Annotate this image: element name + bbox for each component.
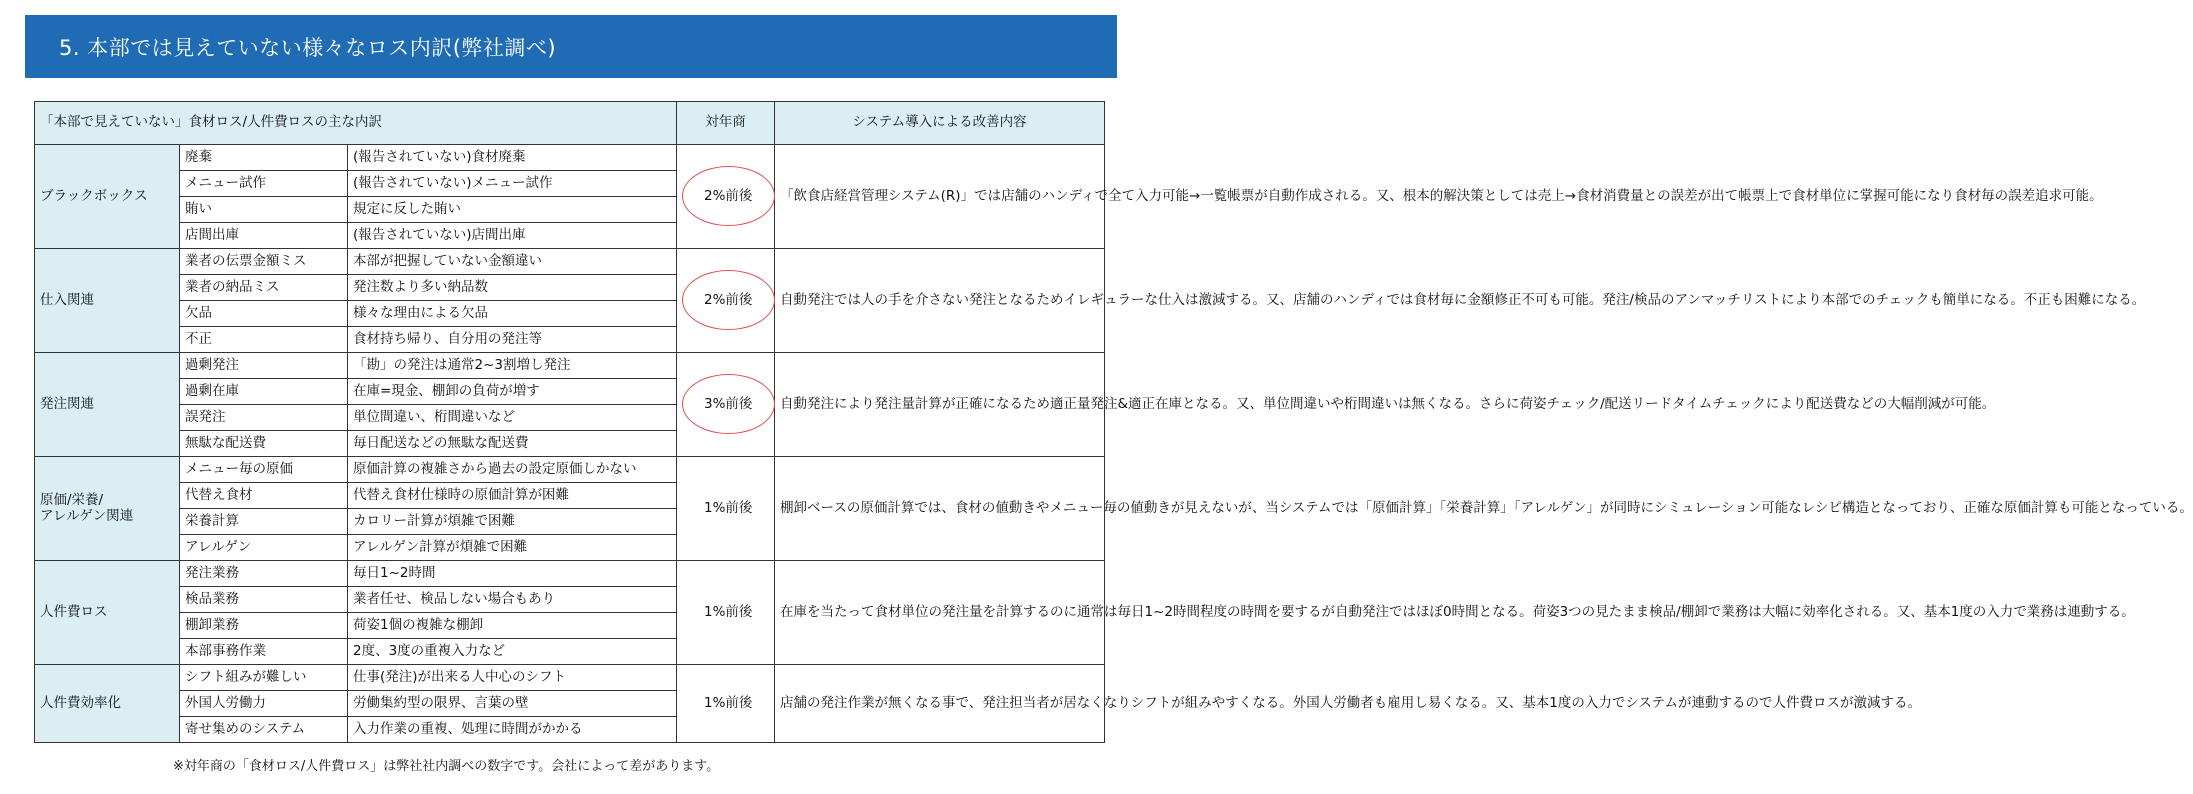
category-label: 原価/栄養/ (40, 491, 104, 508)
table-row (35, 249, 1105, 275)
detail-cell: 労働集約型の限界、言葉の壁 (348, 691, 677, 717)
category-label: 人件費効率化 (40, 694, 121, 711)
rate-cell (677, 249, 775, 353)
table-header-title: 「本部で見えていない」食材ロス/人件費ロスの主な内訳 (35, 102, 677, 145)
detail-cell: (報告されていない)店間出庫 (348, 223, 677, 249)
item-cell: 業者の納品ミス (180, 275, 348, 301)
item-cell: 店間出庫 (180, 223, 348, 249)
detail-cell: カロリー計算が煩雑で困難 (348, 509, 677, 535)
detail-cell: 毎日配送などの無駄な配送費 (348, 431, 677, 457)
item-cell: 過剰在庫 (180, 379, 348, 405)
rate-wrapper (682, 489, 774, 529)
item-cell: 廃棄 (180, 145, 348, 171)
item-cell: メニュー毎の原価 (180, 457, 348, 483)
category-label: 仕入関連 (40, 291, 94, 308)
table-header-improvement: システム導入による改善内容 (775, 102, 1105, 145)
item-cell: 誤発注 (180, 405, 348, 431)
item-cell: 発注業務 (180, 561, 348, 587)
item-cell: メニュー試作 (180, 171, 348, 197)
item-cell: 検品業務 (180, 587, 348, 613)
category-label: アレルゲン関連 (40, 507, 134, 524)
detail-cell: (報告されていない)食材廃棄 (348, 145, 677, 171)
detail-cell: 様々な理由による欠品 (348, 301, 677, 327)
category-cell (35, 249, 180, 353)
rate-cell (677, 457, 775, 561)
improvement-cell: 棚卸ベースの原価計算では、食材の値動きやメニュー毎の値動きが見えないが、当システムでは「原価計算」「栄養計算」「アレルゲン」が同時にシミュレーション可能なレシピ構造となっており、正確な原価計算も可能となっている。 (775, 457, 1105, 561)
improvement-cell: 店舗の発注作業が無くなる事で、発注担当者が居なくなりシフトが組みやすくなる。外国人労働者も雇用し易くなる。又、基本1度の入力でシステムが連動するので人件費ロスが激減する。 (775, 665, 1105, 743)
rate-value: 2%前後 (704, 291, 753, 308)
improvement-cell: 在庫を当たって食材単位の発注量を計算するのに通常は毎日1~2時間程度の時間を要するが自動発注ではほぼ0時間となる。荷姿3つの見たまま検品/棚卸で業務は大幅に効率化される。又、基本1度の入力で業務は連動する。 (775, 561, 1105, 665)
table-header-rate: 対年商 (677, 102, 775, 145)
item-cell: 本部事務作業 (180, 639, 348, 665)
rate-wrapper (682, 281, 774, 321)
item-cell: 棚卸業務 (180, 613, 348, 639)
table-row (35, 457, 1105, 483)
rate-wrapper (682, 177, 774, 217)
detail-cell: 2度、3度の重複入力など (348, 639, 677, 665)
item-cell: 過剰発注 (180, 353, 348, 379)
item-cell: 欠品 (180, 301, 348, 327)
detail-cell: 入力作業の重複、処理に時間がかかる (348, 717, 677, 743)
item-cell: 外国人労働力 (180, 691, 348, 717)
category-cell (35, 561, 180, 665)
item-cell: 無駄な配送費 (180, 431, 348, 457)
table-row (35, 145, 1105, 171)
category-cell (35, 457, 180, 561)
improvement-cell: 「飲食店経営管理システム(R)」では店舗のハンディで全て入力可能→一覧帳票が自動作成される。又、根本的解決策としては売上→食材消費量との誤差が出て帳票上で食材単位に掌握可能になり食材毎の誤差追求可能。 (775, 145, 1105, 249)
detail-cell: 規定に反した賄い (348, 197, 677, 223)
category-cell (35, 353, 180, 457)
detail-cell: 在庫=現金、棚卸の負荷が増す (348, 379, 677, 405)
rate-wrapper (682, 385, 774, 425)
item-cell: アレルゲン (180, 535, 348, 561)
rate-value: 3%前後 (704, 395, 753, 412)
detail-cell: (報告されていない)メニュー試作 (348, 171, 677, 197)
page-title: 5. 本部では見えていない様々なロス内訳(弊社調べ) (59, 35, 557, 60)
table-row (35, 561, 1105, 587)
detail-cell: 食材持ち帰り、自分用の発注等 (348, 327, 677, 353)
detail-cell: 代替え食材仕様時の原価計算が困難 (348, 483, 677, 509)
rate-cell (677, 353, 775, 457)
item-cell: 栄養計算 (180, 509, 348, 535)
table-header-row (35, 102, 1105, 145)
detail-cell: 業者任せ、検品しない場合もあり (348, 587, 677, 613)
detail-cell: 単位間違い、桁間違いなど (348, 405, 677, 431)
category-cell (35, 665, 180, 743)
footnote: ※対年商の「食材ロス/人件費ロス」は弊社社内調べの数字です。会社によって差があります。 (173, 759, 720, 774)
page-title-bar (25, 15, 1117, 78)
rate-value: 2%前後 (704, 187, 753, 204)
rate-cell (677, 665, 775, 743)
detail-cell: 発注数より多い納品数 (348, 275, 677, 301)
table-row (35, 665, 1105, 691)
rate-cell (677, 561, 775, 665)
item-cell: 寄せ集めのシステム (180, 717, 348, 743)
detail-cell: 仕事(発注)が出来る人中心のシフト (348, 665, 677, 691)
improvement-cell: 自動発注では人の手を介さない発注となるためイレギュラーな仕入は激減する。又、店舗のハンディでは食材毎に金額修正不可も可能。発注/検品のアンマッチリストにより本部でのチェックも簡単になる。不正も困難になる。 (775, 249, 1105, 353)
category-label: 人件費ロス (40, 603, 108, 620)
table-body (35, 145, 2193, 743)
detail-cell: 「勘」の発注は通常2~3割増し発注 (348, 353, 677, 379)
rate-value: 1%前後 (704, 603, 753, 620)
category-cell (35, 145, 180, 249)
rate-wrapper (682, 593, 774, 633)
detail-cell: 本部が把握していない金額違い (348, 249, 677, 275)
detail-cell: 毎日1~2時間 (348, 561, 677, 587)
improvement-cell: 自動発注により発注量計算が正確になるため適正量発注&適正在庫となる。又、単位間違いや桁間違いは無くなる。さらに荷姿チェック/配送リードタイムチェックにより配送費などの大幅削減が可能。 (775, 353, 1105, 457)
rate-wrapper (682, 684, 774, 724)
loss-breakdown-table (34, 101, 2193, 743)
rate-value: 1%前後 (704, 499, 753, 516)
detail-cell: 原価計算の複雑さから過去の設定原価しかない (348, 457, 677, 483)
rate-value: 1%前後 (704, 694, 753, 711)
table-row (35, 353, 1105, 379)
item-cell: 業者の伝票金額ミス (180, 249, 348, 275)
item-cell: 代替え食材 (180, 483, 348, 509)
category-label: 発注関連 (40, 395, 94, 412)
detail-cell: 荷姿1個の複雑な棚卸 (348, 613, 677, 639)
item-cell: シフト組みが難しい (180, 665, 348, 691)
rate-cell (677, 145, 775, 249)
item-cell: 賄い (180, 197, 348, 223)
item-cell: 不正 (180, 327, 348, 353)
detail-cell: アレルゲン計算が煩雑で困難 (348, 535, 677, 561)
category-label: ブラックボックス (40, 187, 148, 204)
